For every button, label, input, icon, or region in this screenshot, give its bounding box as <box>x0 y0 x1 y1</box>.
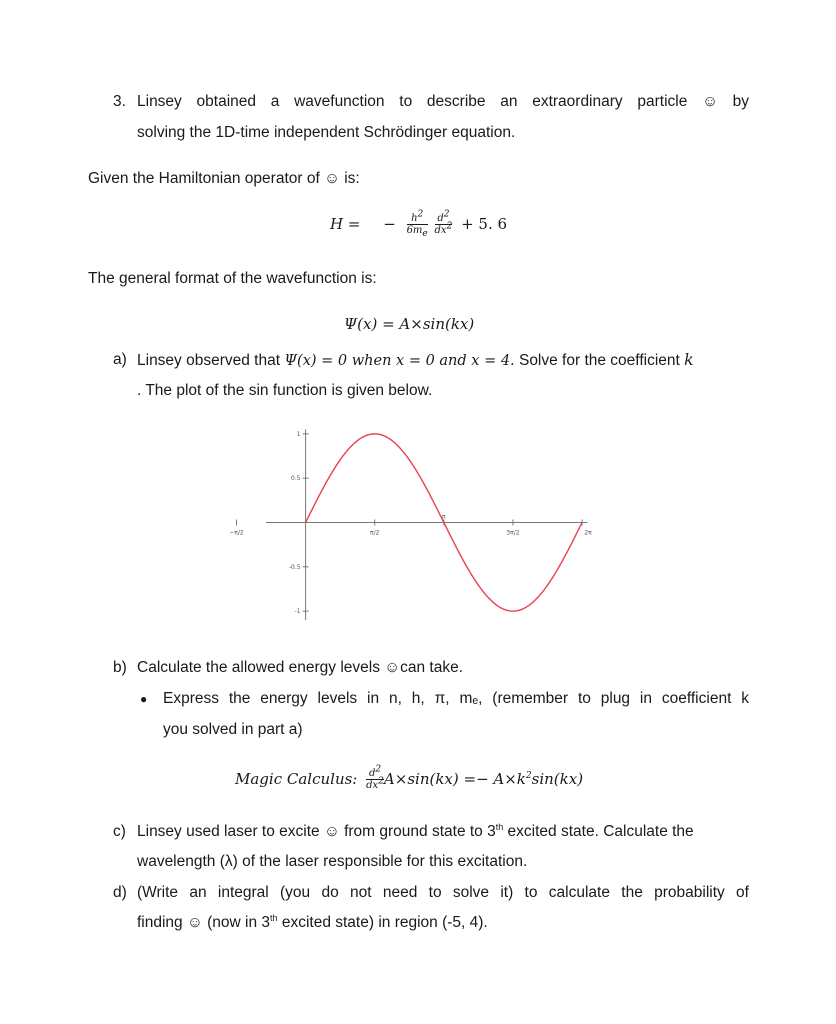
part-b-bullet-line-1: Express the energy levels in n, h, π, mₑ, (remember to plug in coefficient k <box>163 690 749 707</box>
x-tick-label: 3π/2 <box>506 529 520 537</box>
hamiltonian-tail: + 5. 6 <box>461 215 508 233</box>
part-c-label: c) <box>113 823 126 840</box>
wavefunction-equation: Ψ(x) = A×sin(kx) <box>344 315 475 333</box>
hamiltonian-lhs: H = <box>330 215 361 233</box>
magic-rhs-tail: sin(kx) <box>531 770 584 788</box>
q3-line-1: Linsey obtained a wavefunction to describe an extraordinary particle ☺ by <box>137 93 749 110</box>
y-tick-label: 1 <box>296 430 301 438</box>
q3-number: 3. <box>113 93 126 110</box>
hamiltonian-fraction-1: $\frac{h^2}{6m_e}$ <box>406 209 428 239</box>
y-tick-label: -1 <box>294 608 301 616</box>
sine-plot <box>229 425 596 620</box>
part-c-line-2: wavelength (λ) of the laser responsible for this excitation. <box>137 853 528 870</box>
part-a-math: Ψ(x) = 0 when x = 0 and x = 4. <box>284 353 515 369</box>
part-b-bullet: ● <box>140 692 148 706</box>
part-b-label: b) <box>113 659 127 676</box>
part-c-line-1: Linsey used laser to excite ☺ from ground state to 3th excited state. Calculate the <box>137 821 694 840</box>
y-tick-label: -0.5 <box>288 563 301 571</box>
magic-rhs: A×sin(kx) =− A×k <box>383 770 526 788</box>
x-tick-label: π/2 <box>369 529 380 537</box>
x-tick-label: 2π <box>584 529 592 537</box>
sine-axes <box>266 429 587 620</box>
magic-calculus-equation: Magic Calculus: $\frac{d^2}{dx^2}$ $A\times\sin(kx) =- A\times k^2\sin(kx)$ <box>235 764 584 791</box>
part-b-text: Calculate the allowed energy levels ☺can take. <box>137 659 464 676</box>
part-a-line-1: Linsey observed that Ψ(x) = 0 when x = 0 and x = 4. Solve for the coefficient k <box>137 351 694 369</box>
part-a-label: a) <box>113 351 127 368</box>
x-tick-label: −π/2 <box>229 529 244 537</box>
magic-fraction: $\frac{d^2}{dx^2}$ <box>366 764 384 791</box>
part-d-line-1: (Write an integral (you do not need to solve it) to calculate the probability of <box>137 884 749 901</box>
part-a-line-2: . The plot of the sin function is given below. <box>137 382 433 399</box>
general-format-text: The general format of the wavefunction is: <box>88 270 377 287</box>
hamiltonian-minus: − <box>383 215 396 233</box>
hamiltonian-equation <box>330 209 508 239</box>
q3-line-2: solving the 1D-time independent Schrödinger equation. <box>137 124 516 141</box>
y-tick-label: 0.5 <box>291 475 301 483</box>
magic-label: Magic Calculus: <box>235 770 358 788</box>
part-d-label: d) <box>113 884 127 901</box>
part-d-line-2: finding ☺ (now in 3th excited state) in region (-5, 4). <box>137 912 488 931</box>
part-b-bullet-line-2: you solved in part a) <box>163 721 303 738</box>
hamiltonian-fraction-2: $\frac{d^2}{dx^2}$ <box>434 209 453 236</box>
x-tick-label: π <box>442 513 446 521</box>
given-hamiltonian-text: Given the Hamiltonian operator of ☺ is: <box>88 170 360 187</box>
